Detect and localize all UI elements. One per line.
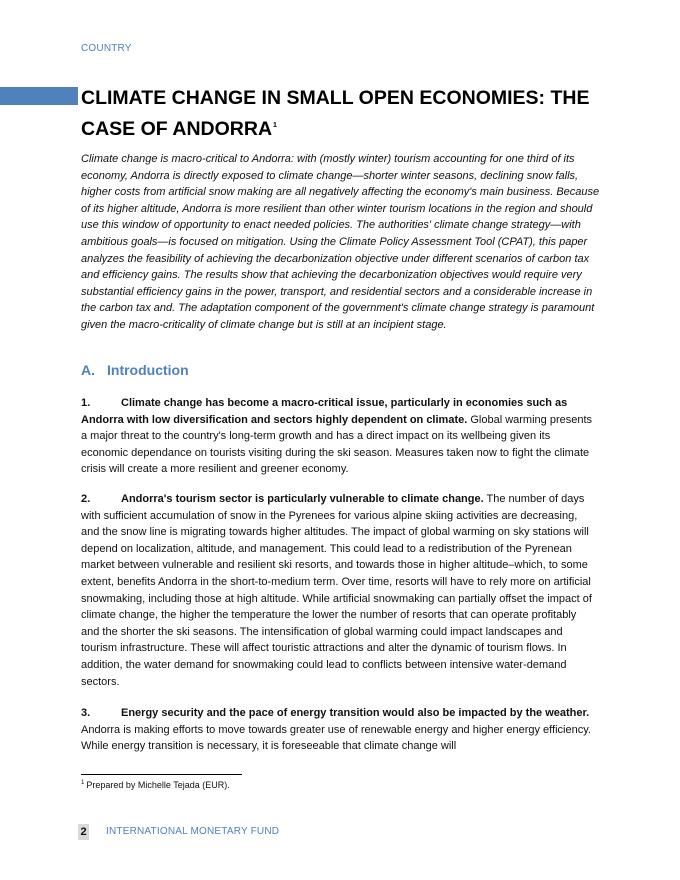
paragraph-body: Global warming presents a major threat to the country's long-term growth and has a direct impact on its wellbeing given its economic dependance on tourists visiting during the ski season. Measures taken now to fight the climate crisis will create a more resilient and greener economy.: [81, 413, 593, 476]
paragraph-2: [81, 491, 596, 690]
page-number: 2: [78, 824, 89, 840]
title-text: CLIMATE CHANGE IN SMALL OPEN ECONOMIES: THE CASE OF ANDORRA: [81, 87, 590, 140]
paragraph-lead: Climate change has become a macro-critical issue, particularly in economies such as Andorra with low diversification and sectors highly dependent on climate.: [81, 397, 568, 426]
page-title: [81, 84, 621, 143]
paragraph-number: 2.: [81, 493, 91, 505]
section-letter: A.: [81, 362, 95, 378]
footnote-text: Prepared by Michelle Tejada (EUR).: [86, 780, 230, 790]
title-accent-bar: [0, 87, 78, 105]
footnote-marker: 1: [81, 780, 85, 786]
paragraph-body: The number of days with sufficient accumulation of snow in the Pyrenees for various alpine skiing activities are decreasing, and the snow line is migrating towards higher altitudes. The impact of global warming on sky stations will depend on localization, altitude, and management. This could lead to a redistribution of the Pyrenean market between vulnerable and resilient ski resorts, and towards those in higher altitude–which, to some extent, benefits Andorra in the short-to-medium term. Over time, resorts will have to rely more on artificial snowmaking, including those at high altitude. While artificial snowmaking can partially offset the impact of climate change, the higher the temperature the lower the number of resorts that can operate profitably and the shorter the ski seasons. The intensification of global warming could impact landscapes and tourism infrastructure. These will affect touristic attractions and alter the dynamic of tourism flows. In addition, the water demand for snowmaking could lead to conflicts between intensive water-demand sectors.: [81, 493, 592, 688]
footer-organization: INTERNATIONAL MONETARY FUND: [106, 826, 280, 837]
paragraph-lead: Andorra's tourism sector is particularly vulnerable to climate change.: [121, 493, 484, 505]
paragraph-number: 3.: [81, 707, 91, 719]
paragraph-number: 1.: [81, 397, 91, 409]
paragraph-3: [81, 705, 596, 755]
abstract: Climate change is macro-critical to Andorra: with (mostly winter) tourism accounting for one third of its economy, Andorra is directly exposed to climate change—shorter winter seasons, declining snow falls, higher costs from artificial snow making are all negatively affecting the economy's main business. Because of its higher altitude, Andorra is more resilient than other winter tourism locations in the region and should use this window of opportunity to enact needed policies. The authorities' climate change strategy—with ambitious goals—is focused on mitigation. Using the Climate Policy Assessment Tool (CPAT), this paper analyzes the feasibility of achieving the decarbonization objective under different scenarios of carbon tax and efficiency gains. The results show that achieving the decarbonization objectives would require very substantial efficiency gains in the power, transport, and residential sectors and a considerable increase in the carbon tax and. The adaptation component of the government's climate change strategy is paramount given the macro-criticality of climate change but is still at an incipient stage.: [81, 153, 600, 331]
running-header: COUNTRY: [81, 43, 132, 54]
section-title: Introduction: [107, 362, 189, 378]
title-footnote-marker[interactable]: 1: [273, 122, 277, 129]
paragraph-lead: Energy security and the pace of energy transition would also be impacted by the weather.: [121, 707, 590, 719]
footnote: [81, 780, 230, 790]
paragraph-1: [81, 395, 596, 478]
section-heading: [81, 362, 189, 378]
paragraph-body: Andorra is making efforts to move towards greater use of renewable energy and higher energy efficiency. While energy transition is necessary, it is foreseeable that climate change will: [81, 723, 591, 753]
footnote-divider: [81, 774, 242, 775]
